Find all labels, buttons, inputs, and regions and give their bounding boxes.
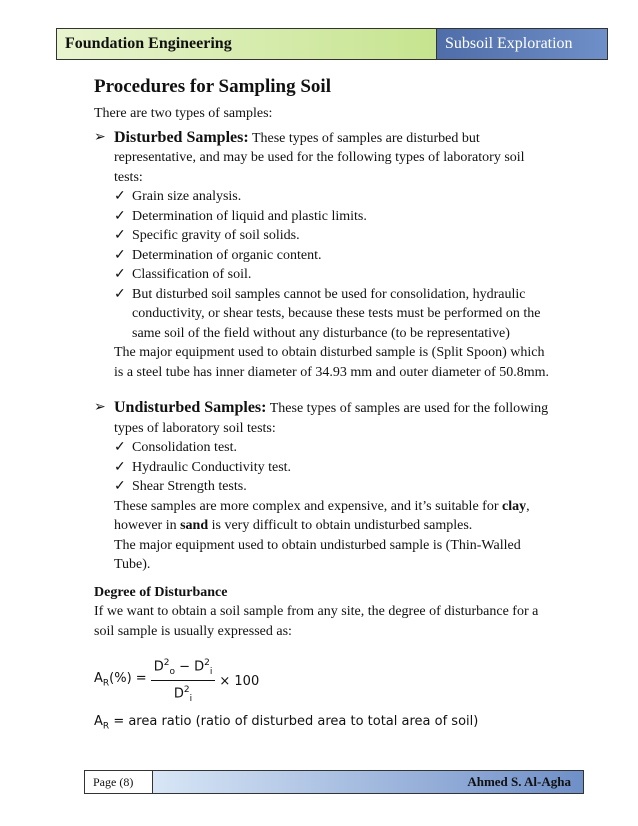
check-icon: ✓: [114, 479, 126, 494]
disturbed-equipment-text: The major equipment used to obtain disturbed sample is (Split Spoon) which is a steel tube has inner diameter of 34.93 mm and outer diameter of 50.8mm.: [114, 345, 550, 380]
undisturbed-text: These types of samples are used for the following types of laboratory soil tests:: [114, 401, 549, 436]
area-ratio-definition: $A_R$ = area ratio (ratio of disturbed area to total area of soil): [94, 713, 479, 732]
arrow-bullet-icon: ➢: [94, 400, 106, 415]
list-item: ✓ Hydraulic Conductivity test.: [114, 458, 554, 478]
degree-of-disturbance-title: Degree of Disturbance: [94, 584, 228, 600]
arrow-bullet-icon: ➢: [94, 129, 106, 145]
author-name: Ahmed S. Al-Agha: [153, 771, 583, 793]
disturbed-text: These types of samples are disturbed but representative, and may be used for the following types of laboratory soil tests:: [114, 130, 525, 185]
page-footer: [84, 770, 584, 794]
page-content: [94, 76, 554, 737]
disturbed-tests-list: [114, 187, 554, 343]
area-ratio-formula: $A_R(\%)$ = $\frac{D^2_o - D^2_i}{D^2_i}$ × 100: [94, 655, 554, 708]
disturbed-heading: Disturbed Samples:: [114, 128, 249, 146]
check-icon: ✓: [114, 208, 126, 224]
undisturbed-heading: Undisturbed Samples:: [114, 399, 267, 416]
check-icon: ✓: [114, 286, 126, 302]
list-item: ✓ Determination of liquid and plastic limits.: [114, 207, 554, 227]
intro-text: There are two types of samples:: [94, 106, 273, 121]
check-icon: ✓: [114, 228, 126, 243]
list-item: ✓ Classification of soil.: [114, 265, 554, 285]
page-number: Page (8): [85, 771, 153, 793]
header-chapter-title: Subsoil Exploration: [437, 29, 607, 59]
list-item: ✓ Consolidation test.: [114, 438, 554, 458]
list-item: ✓ But disturbed soil samples cannot be used for consolidation, hydraulic conductivity, or shear tests, because these tests must be performed on the same soil of the field without any disturbance (to be representative): [114, 285, 554, 344]
check-icon: ✓: [114, 189, 126, 204]
section-title: Procedures for Sampling Soil: [94, 76, 331, 97]
header-course-title: Foundation Engineering: [57, 29, 437, 59]
list-item: ✓ Specific gravity of soil solids.: [114, 226, 554, 246]
undisturbed-tests-list: [114, 438, 554, 497]
degree-of-disturbance-text: If we want to obtain a soil sample from any site, the degree of disturbance for a soil sample is usually expressed as:: [94, 604, 539, 639]
check-icon: ✓: [114, 440, 126, 455]
undisturbed-complexity-text: These samples are more complex and expensive, and it’s suitable for clay, however in sand is very difficult to obtain undisturbed samples.: [114, 498, 530, 533]
list-item: ✓ Shear Strength tests.: [114, 477, 554, 497]
list-item: ✓ Grain size analysis.: [114, 187, 554, 207]
undisturbed-section: [94, 398, 554, 575]
page-header: [56, 28, 608, 60]
list-item: ✓ Determination of organic content.: [114, 246, 554, 266]
disturbed-section: [94, 128, 554, 383]
check-icon: ✓: [114, 247, 126, 263]
check-icon: ✓: [114, 459, 126, 475]
check-icon: ✓: [114, 267, 126, 282]
undisturbed-equipment-text: The major equipment used to obtain undisturbed sample is (Thin-Walled Tube).: [114, 537, 521, 572]
